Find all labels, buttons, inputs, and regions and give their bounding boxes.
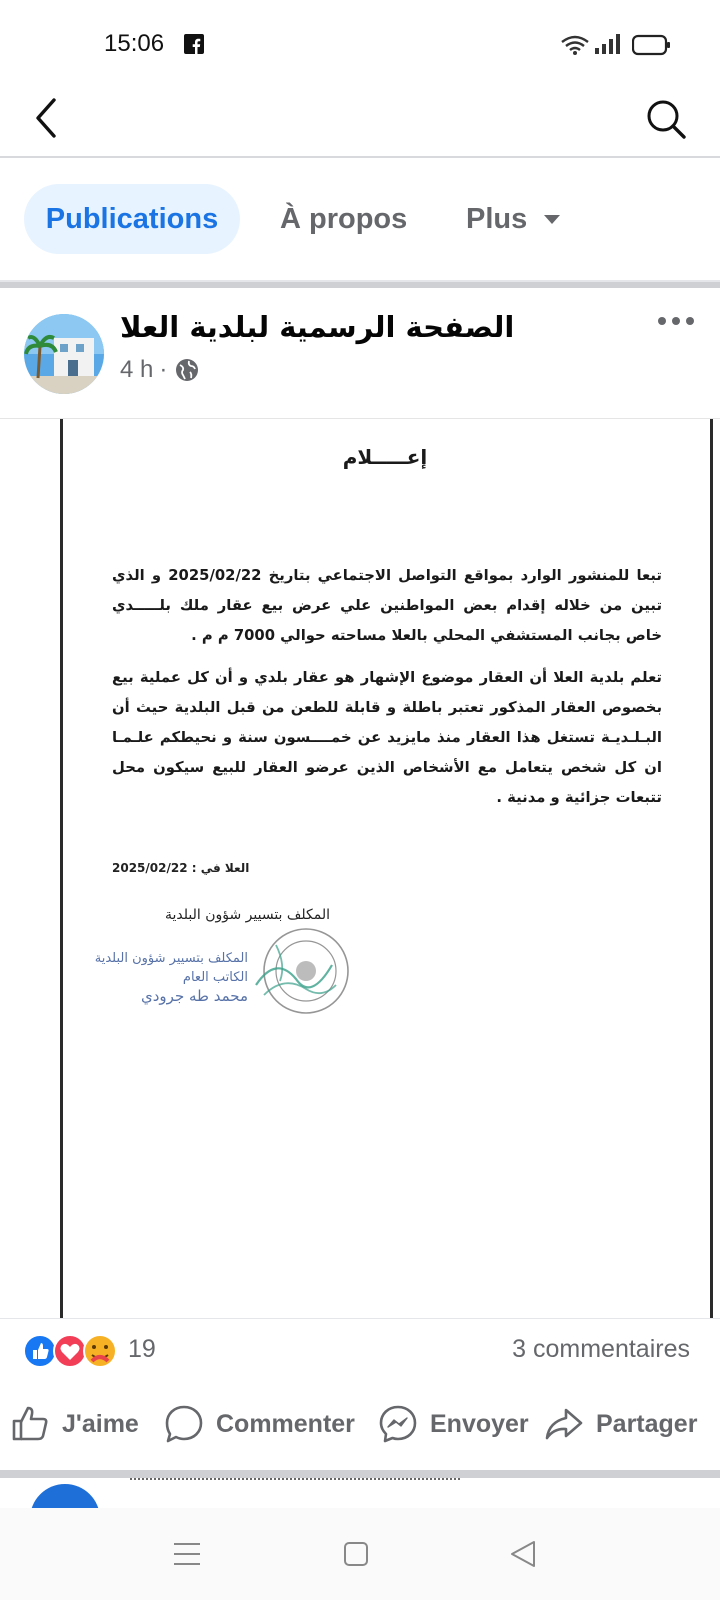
facebook-notification-icon <box>184 34 204 54</box>
caret-down-icon <box>543 213 561 225</box>
post-header <box>0 288 720 418</box>
status-bar <box>0 0 720 88</box>
next-post-avatar <box>30 1484 100 1508</box>
post-meta <box>120 356 199 384</box>
next-post-peek <box>0 1478 720 1508</box>
document-date: العلا في : 2025/02/22 <box>112 861 250 875</box>
reaction-icons <box>22 1333 122 1369</box>
system-back-icon[interactable] <box>508 1538 538 1570</box>
document-signatory: المكلف بتسيير شؤون البلدية <box>164 907 330 923</box>
official-seal-stamp <box>236 915 356 1025</box>
share-arrow-icon <box>544 1404 584 1444</box>
post-time[interactable]: 4 h <box>120 356 154 383</box>
back-arrow-icon[interactable] <box>30 94 62 142</box>
post-image-document[interactable] <box>0 418 720 1318</box>
cell-signal-icon <box>594 34 620 56</box>
page-name[interactable]: الصفحة الرسمية لبلدية العلا <box>120 310 515 344</box>
comment-button[interactable] <box>164 1396 355 1452</box>
tab-publications[interactable]: Publications <box>24 184 240 254</box>
home-icon[interactable] <box>342 1540 370 1568</box>
tab-more-label: Plus <box>466 202 528 235</box>
stamp-line: الكاتب العام <box>182 970 248 985</box>
meta-separator: · <box>159 356 168 383</box>
battery-icon <box>632 34 672 56</box>
send-label: Envoyer <box>430 1409 529 1438</box>
more-options-icon[interactable] <box>656 314 696 328</box>
post-action-bar <box>0 1382 720 1470</box>
document-border-left <box>60 419 63 1318</box>
comment-label: Commenter <box>216 1409 355 1438</box>
app-bar <box>0 88 720 158</box>
share-label: Partager <box>596 1409 698 1438</box>
wifi-icon <box>560 34 590 56</box>
reaction-count: 19 <box>128 1335 156 1363</box>
page-avatar[interactable] <box>24 314 104 394</box>
tab-more[interactable] <box>466 184 561 254</box>
messenger-icon <box>378 1404 418 1444</box>
profile-tabs <box>0 160 720 282</box>
document-title: إعـــــلام <box>342 445 428 469</box>
tab-about[interactable]: À propos <box>280 202 408 235</box>
stamp-line: محمد طه جرودي <box>141 987 248 1005</box>
thumbs-up-icon <box>10 1404 50 1444</box>
search-icon[interactable] <box>644 94 688 142</box>
next-post-header-peek <box>130 1478 460 1488</box>
like-button[interactable] <box>10 1396 139 1452</box>
comment-bubble-icon <box>164 1404 204 1444</box>
document-paragraph-1: تبعا للمنشور الوارد بمواقع التواصل الاجتماعي بتاريخ 2025/02/22 و الذي تبين من خلاله إقدام بعض المواطنين علي عرض بيع عقار ملك بلـــــدي خاص بجانب المستشفي المحلي بالعلا مساحته حوالي 7000 م م . <box>112 567 662 644</box>
comments-count[interactable]: 3 commentaires <box>512 1335 690 1363</box>
document-border-right <box>710 419 713 1318</box>
share-button[interactable] <box>544 1396 697 1452</box>
reactions-summary[interactable] <box>0 1318 720 1382</box>
system-navigation-bar <box>0 1508 720 1600</box>
like-label: J'aime <box>62 1409 139 1438</box>
document-paragraph-2: تعلم بلدية العلا أن العقار موضوع الإشهار هو عقار بلدي و أن كل عملية بيع بخصوص العقار المذكور تعتبر باطلة و قابلة للطعن من قبل البلدية حيث أن البـلـديـة تستغل هذا العقار منذ مايزيد عن خمــــسون سنة و نحيطكم علـمـا ان كل شخص يتعامل مع الأشخاص الذين عرضو العقار للبيع سيكون محل تتبعات جزائية و مدنية . <box>112 669 662 806</box>
send-button[interactable] <box>378 1396 529 1452</box>
stamp-line: المكلف بتسيير شؤون البلدية <box>94 951 248 966</box>
recent-apps-icon[interactable] <box>172 1540 202 1568</box>
globe-icon <box>175 358 199 382</box>
post-divider <box>0 1470 720 1478</box>
avatar-building-image <box>24 314 104 394</box>
status-time: 15:06 <box>104 30 165 57</box>
document-stamp-text <box>88 949 248 1006</box>
